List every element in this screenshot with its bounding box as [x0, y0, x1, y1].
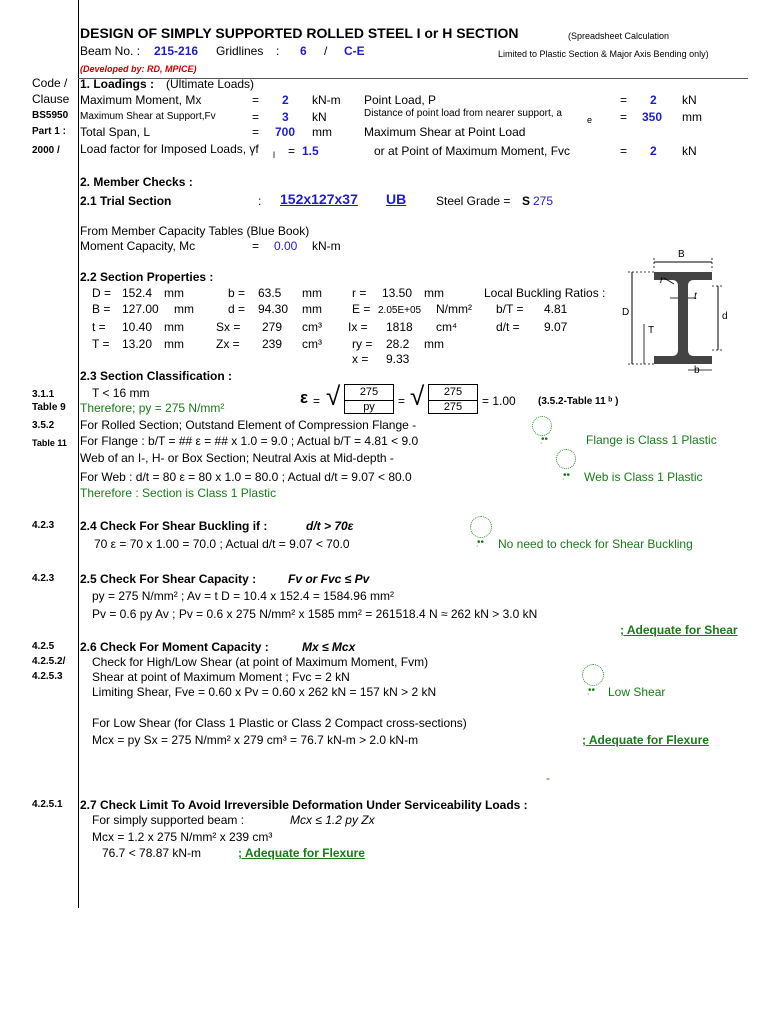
diagram-label-T: T	[648, 325, 655, 336]
shear-line-2: Pv = 0.6 py Av ; Pv = 0.6 x 275 N/mm² x 1585 mm² = 261518.4 N ≈ 262 kN > 3.0 kN	[92, 607, 538, 621]
buckling-ratios-label: Local Buckling Ratios :	[484, 286, 606, 300]
web-result: Web is Class 1 Plastic	[584, 470, 703, 484]
diagram-label-B: B	[678, 249, 685, 260]
deflection-heading: 2.7 Check Limit To Avoid Irreversible Deformation Under Serviceability Loads :	[80, 798, 528, 812]
page-title: DESIGN OF SIMPLY SUPPORTED ROLLED STEEL I or H SECTION	[80, 25, 519, 41]
clause-423b: 4.2.3	[32, 573, 55, 584]
prop-label: Zx =	[216, 337, 240, 351]
diagram-label-d: d	[722, 311, 728, 322]
props-heading: 2.2 Section Properties :	[80, 270, 214, 284]
fraction-1	[344, 384, 394, 414]
prop-unit: mm	[424, 337, 444, 351]
margin-rule	[78, 0, 79, 908]
prop-value: 28.2	[386, 337, 410, 351]
shear-line-1: py = 275 N/mm² ; Av = t D = 10.4 x 152.4 = 1584.96 mm²	[92, 589, 394, 603]
deflection-line-1: For simply supported beam :	[92, 813, 245, 827]
buckling-condition: d/t > 70ε	[306, 519, 354, 533]
section-designation: 152x127x37	[280, 191, 358, 207]
prop-label: t =	[92, 320, 106, 334]
flange-result-icon: •̣•	[541, 434, 549, 445]
tables-note: From Member Capacity Tables (Blue Book)	[80, 224, 310, 238]
prop-value: 9.33	[386, 352, 410, 366]
mx-eq: =	[252, 93, 260, 107]
clause-311: 3.1.1	[32, 389, 55, 400]
sqrt-symbol-2: √	[410, 381, 425, 411]
prop-value: 94.30	[258, 302, 289, 316]
clause-423a: 4.2.3	[32, 520, 55, 531]
flexure-result-2: ; Adequate for Flexure	[238, 846, 365, 860]
prop-value: 13.20	[122, 337, 153, 351]
prop-value: 152.4	[122, 286, 153, 300]
moment-condition: Mx ≤ Mcx	[302, 640, 356, 654]
prop-unit: mm	[424, 286, 444, 300]
buckling-check: 70 ε = 70 x 1.00 = 70.0 ; Actual d/t = 9.07 < 70.0	[94, 537, 350, 551]
a-label: Distance of point load from nearer support, a	[364, 108, 562, 119]
rolled-note: For Rolled Section; Outstand Element of Compression Flange -	[80, 418, 417, 432]
mc-eq: =	[252, 239, 260, 253]
prop-label: B =	[92, 302, 111, 316]
prop-label: d =	[228, 302, 246, 316]
shear-condition: Fv or Fvc ≤ Pv	[288, 572, 370, 586]
gridlines-colon: :	[276, 44, 280, 58]
a-value: 350	[642, 110, 663, 124]
lf-label: Load factor for Imposed Loads, γf	[80, 142, 259, 156]
low-shear-result: Low Shear	[608, 685, 666, 699]
py-line: Therefore; py = 275 N/mm²	[80, 401, 225, 415]
epsilon-reference: (3.5.2-Table 11 ᵇ )	[538, 396, 619, 407]
deflection-formula: Mcx ≤ 1.2 py Zx	[290, 813, 375, 827]
l-eq: =	[252, 125, 260, 139]
status-circle-buckling	[470, 516, 492, 538]
dash-marker: -	[546, 771, 550, 785]
prop-value: 1818	[386, 320, 413, 334]
prop-unit: cm³	[302, 337, 322, 351]
l-value: 700	[275, 125, 296, 139]
l-label: Total Span, L	[80, 125, 151, 139]
gridline-1: 6	[300, 44, 307, 58]
diagram-label-r: r	[660, 275, 664, 286]
fv-value: 3	[282, 110, 289, 124]
p-value: 2	[650, 93, 657, 107]
deflection-line-3: 76.7 < 78.87 kN-m	[102, 846, 202, 860]
prop-label: Sx =	[216, 320, 241, 334]
flange-check: For Flange : b/T = ## ε = ## x 1.0 = 9.0 ; Actual b/T = 4.81 < 9.0	[80, 434, 419, 448]
fraction-2-den: 275	[429, 400, 477, 413]
mx-unit: kN-m	[312, 93, 341, 107]
moment-heading: 2.6 Check For Moment Capacity :	[80, 640, 269, 654]
epsilon-value: = 1.00	[482, 394, 516, 408]
prop-label: E =	[352, 302, 371, 316]
grade-label: Steel Grade =	[436, 194, 511, 208]
shear-result: ; Adequate for Shear	[620, 623, 738, 637]
trial-heading: 2.1 Trial Section	[80, 194, 172, 208]
prop-unit: mm	[302, 302, 322, 316]
prop-unit: mm	[164, 320, 184, 334]
limited-note: Limited to Plastic Section & Major Axis Bending only)	[498, 49, 709, 59]
diagram-label-t: t	[694, 291, 697, 302]
moment-line-4: For Low Shear (for Class 1 Plastic or Class 2 Compact cross-sections)	[92, 716, 467, 730]
deflection-line-2: Mcx = 1.2 x 275 N/mm² x 239 cm³	[92, 830, 273, 844]
code-label: Code /	[32, 76, 68, 90]
fvc-label: or at Point of Maximum Moment, Fvc	[374, 144, 571, 158]
status-circle-web	[556, 449, 576, 469]
clause-table9: Table 9	[32, 402, 66, 413]
status-circle-low-shear	[582, 664, 604, 686]
beam-label: Beam No. :	[80, 44, 141, 58]
mx-value: 2	[282, 93, 289, 107]
moment-line-5: Mcx = py Sx = 275 N/mm² x 279 cm³ = 76.7 kN-m > 2.0 kN-m	[92, 733, 419, 747]
fv-unit: kN	[312, 110, 327, 124]
prop-value: 239	[262, 337, 283, 351]
prop-value: 127.00	[122, 302, 159, 316]
prop-label: b/T =	[496, 302, 524, 316]
diagram-label-D: D	[622, 307, 630, 318]
low-shear-icon: •̣•	[588, 685, 596, 696]
lf-value: 1.5	[302, 144, 319, 158]
p-unit: kN	[682, 93, 697, 107]
msp-label: Maximum Shear at Point Load	[364, 125, 526, 139]
fraction-eq: =	[398, 394, 406, 408]
prop-unit: N/mm²	[436, 302, 472, 316]
lf-eq: =	[288, 144, 296, 158]
fv-eq: =	[252, 110, 260, 124]
prop-unit: cm³	[302, 320, 322, 334]
fvc-eq: =	[620, 144, 628, 158]
flange-result: Flange is Class 1 Plastic	[586, 433, 717, 447]
gridlines-label: Gridlines	[216, 44, 264, 58]
beam-no: 215-216	[154, 44, 199, 58]
section-type: UB	[386, 191, 407, 207]
part-label: Part 1 :	[32, 126, 66, 137]
bs-label: BS5950	[32, 110, 69, 121]
a-unit: mm	[682, 110, 702, 124]
mc-unit: kN-m	[312, 239, 341, 253]
prop-label: D =	[92, 286, 112, 300]
prop-value: 4.81	[544, 302, 568, 316]
prop-unit: mm	[164, 337, 184, 351]
prop-value: 63.5	[258, 286, 282, 300]
fraction-2-num: 275	[443, 386, 463, 398]
prop-label: T =	[92, 337, 110, 351]
prop-value: 13.50	[382, 286, 413, 300]
prop-unit: cm⁴	[436, 320, 458, 334]
clause-425: 4.2.5	[32, 641, 55, 652]
prop-unit: mm	[174, 302, 194, 316]
member-heading: 2. Member Checks :	[80, 175, 193, 189]
mc-label: Moment Capacity, Mc	[80, 239, 196, 253]
prop-label: Ix =	[348, 320, 368, 334]
section-diagram	[614, 248, 738, 378]
prop-value: 279	[262, 320, 283, 334]
gridline-slash: /	[324, 44, 328, 58]
grade-s: S	[522, 194, 531, 208]
web-note: Web of an I-, H- or Box Section; Neutral Axis at Mid-depth -	[80, 451, 394, 465]
prop-value: 10.40	[122, 320, 153, 334]
fv-label: Maximum Shear at Support,Fv	[80, 111, 216, 122]
prop-unit: mm	[164, 286, 184, 300]
year-label: 2000 /	[32, 145, 60, 156]
prop-unit: mm	[302, 286, 322, 300]
moment-line-1: Check for High/Low Shear (at point of Maximum Moment, Fvm)	[92, 655, 429, 669]
page-subtitle: (Spreadsheet Calculation	[568, 31, 670, 41]
mx-label: Maximum Moment, Mx	[80, 93, 202, 107]
p-label: Point Load, P	[364, 93, 437, 107]
classif-heading: 2.3 Section Classification :	[80, 369, 233, 383]
clause-352: 3.5.2	[32, 420, 55, 431]
loadings-note: (Ultimate Loads)	[166, 77, 255, 91]
clause-4253: 4.2.5.3	[32, 671, 63, 682]
a-eq: =	[620, 110, 628, 124]
developed-by: (Developed by: RD, MPICE)	[80, 64, 197, 74]
p-eq: =	[620, 93, 628, 107]
clause-4252: 4.2.5.2/	[32, 656, 66, 667]
fvc-value: 2	[650, 144, 657, 158]
epsilon-eq: =	[313, 394, 321, 408]
clause-table11: Table 11	[32, 438, 67, 448]
moment-line-2: Shear at point of Maximum Moment ; Fvc = 2 kN	[92, 670, 350, 684]
fraction-1-den: py	[345, 400, 393, 413]
class-conclusion: Therefore : Section is Class 1 Plastic	[80, 486, 277, 500]
prop-label: ry =	[352, 337, 373, 351]
flexure-result-1: ; Adequate for Flexure	[582, 733, 709, 747]
lf-subscript: l	[273, 150, 275, 160]
web-result-icon: •̣•	[563, 470, 571, 481]
sqrt-symbol-1: √	[326, 381, 341, 411]
epsilon-symbol: ε	[300, 388, 309, 407]
prop-value: 2.05E+05	[378, 305, 422, 316]
prop-value: 9.07	[544, 320, 568, 334]
clause-4251: 4.2.5.1	[32, 799, 63, 810]
buckling-heading: 2.4 Check For Shear Buckling if :	[80, 519, 268, 533]
buckling-result-icon: •̣•	[477, 537, 485, 548]
fraction-1-num: 275	[359, 386, 379, 398]
web-check: For Web : d/t = 80 ε = 80 x 1.0 = 80.0 ; Actual d/t = 9.07 < 80.0	[80, 470, 412, 484]
t-condition: T < 16 mm	[92, 386, 150, 400]
gridline-2: C-E	[344, 44, 365, 58]
clause-label: Clause	[32, 92, 70, 106]
prop-label: r =	[352, 286, 367, 300]
buckling-result: No need to check for Shear Buckling	[498, 537, 693, 551]
prop-label: x =	[352, 352, 369, 366]
trial-colon: :	[258, 194, 262, 208]
fraction-2	[428, 384, 478, 414]
moment-line-3: Limiting Shear, Fve = 0.60 x Pv = 0.60 x 262 kN = 157 kN > 2 kN	[92, 685, 437, 699]
l-unit: mm	[312, 125, 332, 139]
loadings-heading: 1. Loadings :	[80, 77, 155, 91]
diagram-label-b: b	[694, 365, 700, 376]
a-subscript: e	[587, 115, 593, 125]
prop-label: b =	[228, 286, 246, 300]
grade-value: 275	[533, 194, 554, 208]
fvc-unit: kN	[682, 144, 697, 158]
mc-value: 0.00	[274, 239, 298, 253]
shear-heading: 2.5 Check For Shear Capacity :	[80, 572, 257, 586]
prop-label: d/t =	[496, 320, 520, 334]
i-section-drawing	[614, 248, 738, 378]
